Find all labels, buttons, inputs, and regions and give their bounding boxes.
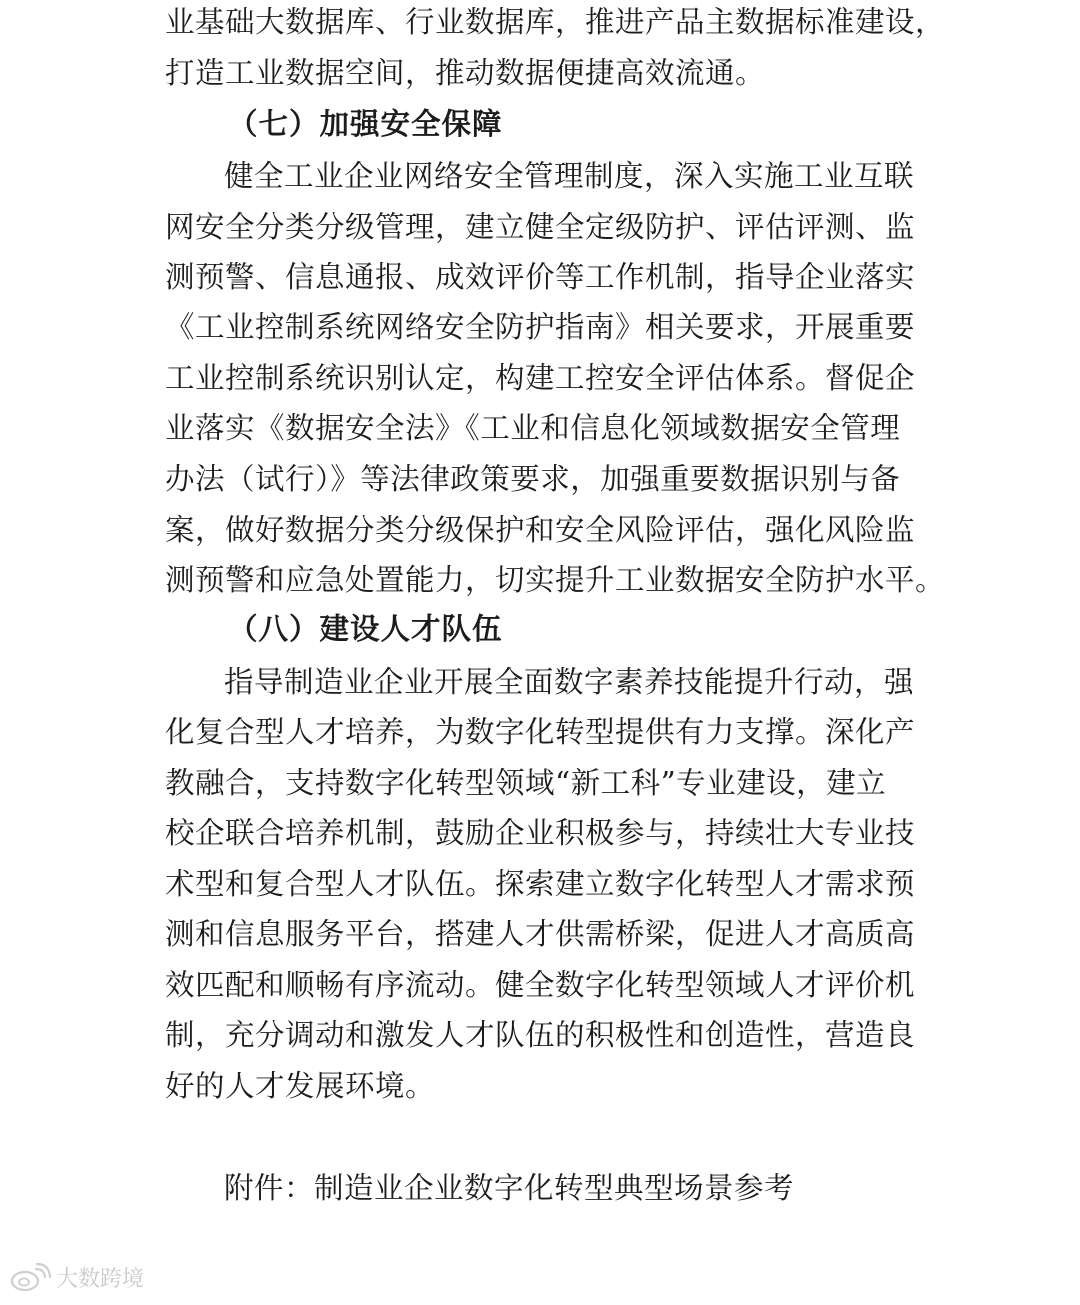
text-line: 化复合型人才培养，为数字化转型提供有力支撑。深化产 [165,715,916,749]
text-line: 测和信息服务平台，搭建人才供需桥梁，促进人才高质高 [165,917,916,951]
text-line: 业基础大数据库、行业数据库，推进产品主数据标准建设， [165,5,946,39]
text-line: 制，充分调动和激发人才队伍的积极性和创造性，营造良 [165,1018,916,1052]
text-line: 健全工业企业网络安全管理制度，深入实施工业互联 [224,159,915,193]
text-line: 术型和复合型人才队伍。探索建立数字化转型人才需求预 [165,867,916,901]
text-line: 工业控制系统识别认定，构建工控安全评估体系。督促企 [165,361,916,395]
text-line: 打造工业数据空间，推动数据便捷高效流通。 [165,56,766,90]
attachment-line: 附件：制造业企业数字化转型典型场景参考 [224,1171,795,1205]
section-heading-7: （七）加强安全保障 [228,107,503,141]
text-line: 测预警和应急处置能力，切实提升工业数据安全防护水平。 [165,563,946,597]
text-line: 案，做好数据分类分级保护和安全风险评估，强化风险监 [165,513,916,547]
text-line: 《工业控制系统网络安全防护指南》相关要求，开展重要 [165,310,916,344]
text-line: 校企联合培养机制，鼓励企业积极参与，持续壮大专业技 [165,816,916,850]
text-line: 指导制造业企业开展全面数字素养技能提升行动，强 [224,665,915,699]
section-heading-8: （八）建设人才队伍 [228,612,503,646]
text-line: 办法（试行）》等法律政策要求，加强重要数据识别与备 [165,462,901,496]
text-line: 好的人才发展环境。 [165,1069,436,1103]
watermark-text: 大数跨境 [56,1267,145,1292]
watermark [8,1262,144,1293]
text-line: 业落实《数据安全法》《工业和信息化领域数据安全管理 [165,411,901,445]
text-line: 网安全分类分级管理，建立健全定级防护、评估评测、监 [165,210,916,244]
text-line: 测预警、信息通报、成效评价等工作机制，指导企业落实 [165,260,916,294]
text-line: 效匹配和顺畅有序流动。健全数字化转型领域人才评价机 [165,968,916,1002]
weibo-logo-icon [8,1263,52,1293]
text-line: 教融合，支持数字化转型领域“新工科”专业建设，建立 [165,766,887,800]
